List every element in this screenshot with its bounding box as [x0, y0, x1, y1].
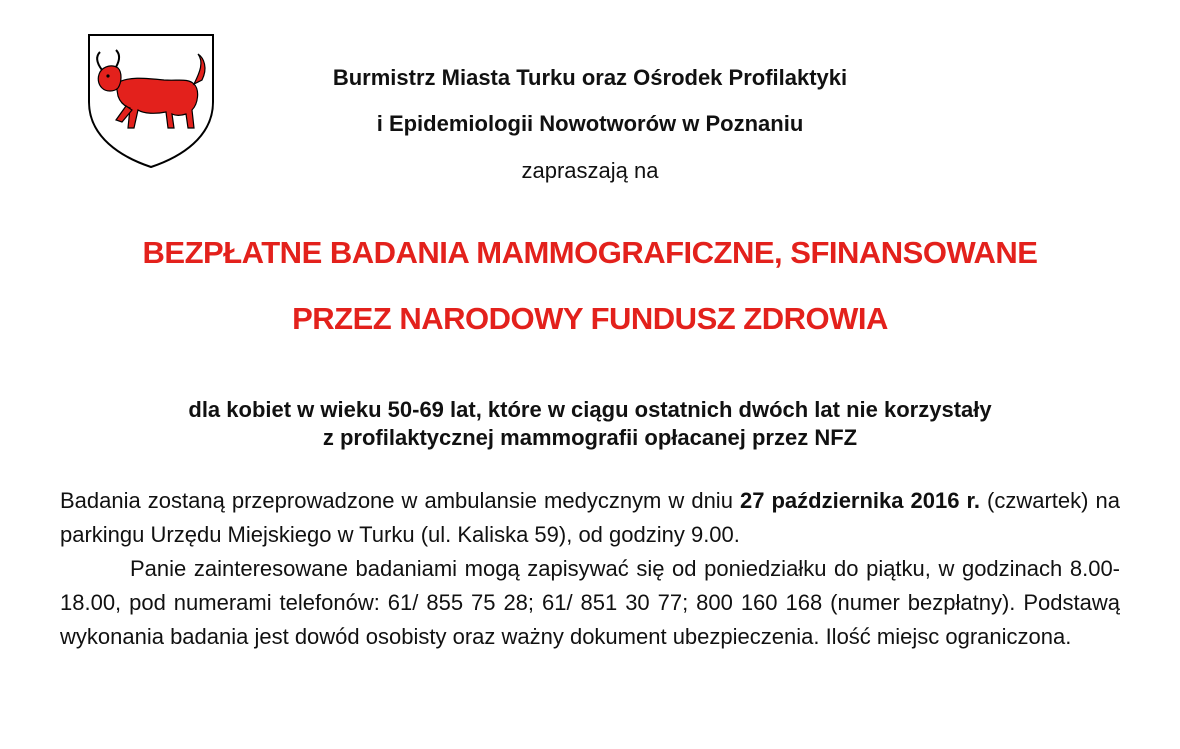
body-text [60, 484, 1120, 654]
header-line-1: Burmistrz Miasta Turku oraz Ośrodek Profilaktyki [332, 65, 848, 90]
header-invite: zapraszają na [521, 158, 659, 183]
title-line-1: BEZPŁATNE BADANIA MAMMOGRAFICZNE, SFINANSOWANE [142, 235, 1038, 270]
exam-date: 27 października 2016 r. [739, 488, 980, 513]
subtitle-line-2: z profilaktycznej mammografii opłacanej przez NFZ [322, 425, 858, 450]
coat-of-arms-icon [86, 32, 216, 170]
subtitle-line-1: dla kobiet w wieku 50-69 lat, które w ciągu ostatnich dwóch lat nie korzystały [188, 397, 992, 422]
header-line-2: i Epidemiologii Nowotworów w Poznaniu [376, 111, 804, 136]
paragraph-registration: Panie zainteresowane badaniami mogą zapisywać się od poniedziałku do piątku, w godzinach 8.00-18.00, pod numerami telefonów: 61/ 855 75 28; 61/ 851 30 77; 800 160 168 (numer bezpłatny). Podstawą wykonania badania jest dowód osobisty oraz ważny dokument ubezpieczenia. Ilość miejsc ograniczona. [60, 556, 1120, 649]
paragraph-location [60, 484, 1120, 552]
paragraph-location-intro: Badania zostaną przeprowadzone w ambulansie medycznym w dniu [60, 488, 740, 513]
title-line-2: PRZEZ NARODOWY FUNDUSZ ZDROWIA [292, 301, 888, 336]
paragraph-location-details: (czwartek) na parkingu Urzędu Miejskiego w Turku (ul. Kaliska 59), od godziny 9.00. [60, 488, 1120, 547]
